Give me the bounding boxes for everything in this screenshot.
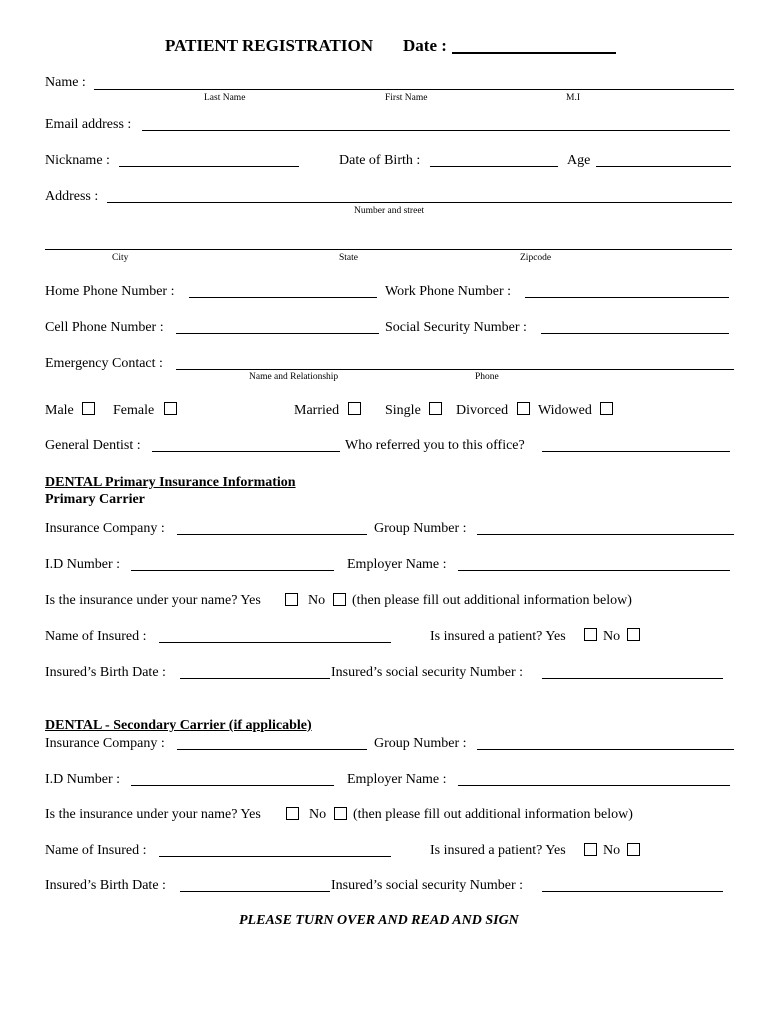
zip-caption: Zipcode xyxy=(520,253,552,263)
primary-id-number-field[interactable] xyxy=(131,570,334,571)
mi-caption: M.I xyxy=(566,93,580,103)
referred-field[interactable] xyxy=(542,451,730,452)
secondary-is-patient-yes-checkbox[interactable] xyxy=(584,843,597,856)
primary-employer-label: Employer Name : xyxy=(347,557,447,572)
nickname-field[interactable] xyxy=(119,166,299,167)
primary-under-name-no-checkbox[interactable] xyxy=(333,593,346,606)
secondary-insurance-company-field[interactable] xyxy=(177,749,367,750)
city-state-zip-field[interactable] xyxy=(45,249,732,250)
secondary-under-name-yes-checkbox[interactable] xyxy=(286,807,299,820)
secondary-employer-label: Employer Name : xyxy=(347,772,447,787)
secondary-fill-note: (then please fill out additional information below) xyxy=(353,807,633,822)
email-label: Email address : xyxy=(45,117,132,132)
secondary-group-number-label: Group Number : xyxy=(374,736,467,751)
page-title: PATIENT REGISTRATION xyxy=(165,36,373,55)
primary-insurance-heading: DENTAL Primary Insurance Information xyxy=(45,475,296,490)
male-label: Male xyxy=(45,403,74,418)
widowed-label: Widowed xyxy=(538,403,592,418)
general-dentist-field[interactable] xyxy=(152,451,340,452)
secondary-id-number-label: I.D Number : xyxy=(45,772,121,787)
last-name-caption: Last Name xyxy=(204,93,246,103)
primary-is-patient-no-label: No xyxy=(603,629,621,644)
dob-field[interactable] xyxy=(430,166,558,167)
primary-is-patient-no-checkbox[interactable] xyxy=(627,628,640,641)
divorced-checkbox[interactable] xyxy=(517,402,530,415)
widowed-checkbox[interactable] xyxy=(600,402,613,415)
secondary-is-patient-no-checkbox[interactable] xyxy=(627,843,640,856)
primary-under-name-yes-checkbox[interactable] xyxy=(285,593,298,606)
name-field[interactable] xyxy=(94,89,734,90)
home-phone-field[interactable] xyxy=(189,297,377,298)
state-caption: State xyxy=(339,253,358,263)
age-label: Age xyxy=(567,153,591,168)
home-phone-label: Home Phone Number : xyxy=(45,284,175,299)
emergency-label: Emergency Contact : xyxy=(45,356,163,371)
secondary-under-name-label: Is the insurance under your name? Yes xyxy=(45,807,261,822)
primary-carrier-subheading: Primary Carrier xyxy=(45,492,145,507)
married-checkbox[interactable] xyxy=(348,402,361,415)
primary-insurance-company-field[interactable] xyxy=(177,534,367,535)
primary-name-of-insured-label: Name of Insured : xyxy=(45,629,147,644)
general-dentist-label: General Dentist : xyxy=(45,438,141,453)
primary-is-patient-yes-checkbox[interactable] xyxy=(584,628,597,641)
divorced-label: Divorced xyxy=(456,403,509,418)
nickname-label: Nickname : xyxy=(45,153,110,168)
street-caption: Number and street xyxy=(354,206,425,216)
primary-insured-ssn-label: Insured’s social security Number : xyxy=(331,665,524,680)
ssn-label: Social Security Number : xyxy=(385,320,527,335)
primary-id-number-label: I.D Number : xyxy=(45,557,121,572)
footer-instruction: PLEASE TURN OVER AND READ AND SIGN xyxy=(239,913,519,928)
emergency-field[interactable] xyxy=(176,369,734,370)
secondary-insured-ssn-field[interactable] xyxy=(542,891,723,892)
primary-under-name-label: Is the insurance under your name? Yes xyxy=(45,593,261,608)
secondary-under-name-no-checkbox[interactable] xyxy=(334,807,347,820)
street-field[interactable] xyxy=(107,202,732,203)
first-name-caption: First Name xyxy=(385,93,428,103)
secondary-under-name-no-label: No xyxy=(309,807,327,822)
cell-phone-label: Cell Phone Number : xyxy=(45,320,164,335)
ssn-field[interactable] xyxy=(541,333,729,334)
primary-insured-ssn-field[interactable] xyxy=(542,678,723,679)
primary-employer-field[interactable] xyxy=(458,570,730,571)
female-checkbox[interactable] xyxy=(164,402,177,415)
primary-name-of-insured-field[interactable] xyxy=(159,642,391,643)
primary-fill-note: (then please fill out additional information below) xyxy=(352,593,632,608)
address-label: Address : xyxy=(45,189,99,204)
work-phone-label: Work Phone Number : xyxy=(385,284,512,299)
secondary-birth-date-field[interactable] xyxy=(180,891,330,892)
primary-birth-date-label: Insured’s Birth Date : xyxy=(45,665,166,680)
work-phone-field[interactable] xyxy=(525,297,729,298)
city-caption: City xyxy=(112,253,129,263)
primary-is-patient-label: Is insured a patient? Yes xyxy=(430,629,566,644)
date-label: Date : xyxy=(403,36,447,55)
secondary-is-patient-label: Is insured a patient? Yes xyxy=(430,843,566,858)
male-checkbox[interactable] xyxy=(82,402,95,415)
secondary-insured-ssn-label: Insured’s social security Number : xyxy=(331,878,524,893)
emergency-name-caption: Name and Relationship xyxy=(249,372,339,382)
primary-insurance-company-label: Insurance Company : xyxy=(45,521,165,536)
secondary-id-number-field[interactable] xyxy=(131,785,334,786)
secondary-is-patient-no-label: No xyxy=(603,843,621,858)
secondary-insurance-heading: DENTAL - Secondary Carrier (if applicable) xyxy=(45,718,312,733)
date-field[interactable] xyxy=(452,52,616,54)
secondary-group-number-field[interactable] xyxy=(477,749,734,750)
secondary-name-of-insured-label: Name of Insured : xyxy=(45,843,147,858)
married-label: Married xyxy=(294,403,340,418)
secondary-birth-date-label: Insured’s Birth Date : xyxy=(45,878,166,893)
secondary-insurance-company-label: Insurance Company : xyxy=(45,736,165,751)
referred-label: Who referred you to this office? xyxy=(345,438,525,453)
primary-group-number-label: Group Number : xyxy=(374,521,467,536)
dob-label: Date of Birth : xyxy=(339,153,421,168)
emergency-phone-caption: Phone xyxy=(475,372,499,382)
primary-group-number-field[interactable] xyxy=(477,534,734,535)
cell-phone-field[interactable] xyxy=(176,333,379,334)
age-field[interactable] xyxy=(596,166,731,167)
single-checkbox[interactable] xyxy=(429,402,442,415)
secondary-name-of-insured-field[interactable] xyxy=(159,856,391,857)
single-label: Single xyxy=(385,403,421,418)
primary-birth-date-field[interactable] xyxy=(180,678,330,679)
name-label: Name : xyxy=(45,75,86,90)
female-label: Female xyxy=(113,403,155,418)
secondary-employer-field[interactable] xyxy=(458,785,730,786)
email-field[interactable] xyxy=(142,130,730,131)
primary-under-name-no-label: No xyxy=(308,593,326,608)
